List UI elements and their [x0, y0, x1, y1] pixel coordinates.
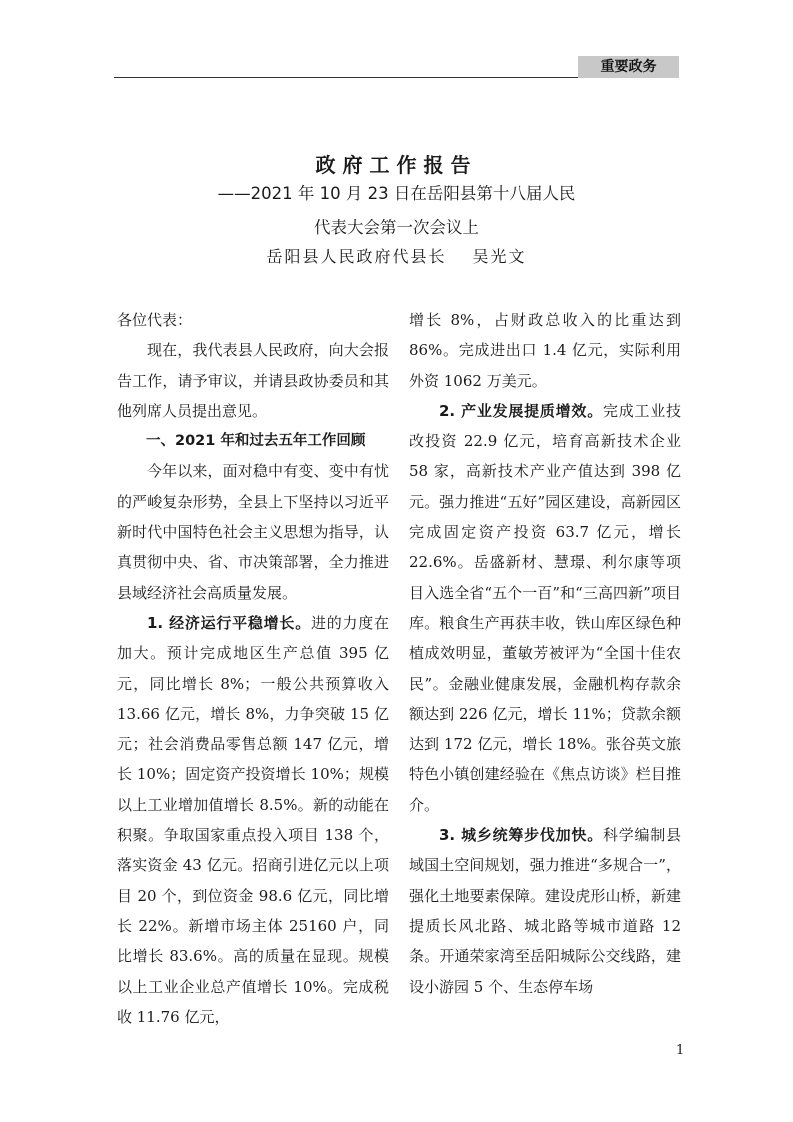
item3-title: 3. 城乡统筹步伐加快。 [439, 826, 603, 845]
greeting: 各位代表： [117, 311, 193, 329]
section1-intro-paragraph: 今年以来，面对稳中有变、变中有忧的严峻复杂形势，全县上下坚持以习近平新时代中国特色社会主义思想为指导，认真贯彻中央、省、市决策部署，全力推进县域经济社会高质量发展。 [117, 462, 389, 602]
item1-title: 1. 经济运行平稳增长。 [147, 613, 311, 632]
item2-text: 完成工业技改投资 22.9 亿元，培育高新技术企业 58 家，高新技术产业产值达到 398 亿元。强力推进“五好”园区建设，高新园区完成固定资产投资 63.7 亿元，增长 22.6%。岳盛新材、慧璟、利尔康等项目入选全省“五个一百”和“三高四新”项目库。粮食生产再获丰收，铁山库区绿色种植成效明显，董敏芳被评为“全国十佳农民”。金融业健康发展，金融机构存款余额达到 226 亿元，增长 11%；贷款余额达到 172 亿元，增长 18%。张谷英文旅特色小镇创建经验在《焦点访谈》栏目推介。 [409, 401, 681, 814]
item1-text: 进的力度在加大。预计完成地区生产总值 395 亿元，同比增长 8%；一般公共预算收入 13.66 亿元，增长 8%，力争突破 15 亿元；社会消费品零售总额 147 亿元，增长 10%；固定资产投资增长 10%；规模以上工业增加值增长 8.5%。新的动能在积聚。争取国家重点投入项目 138 个，落实资金 43 亿元。招商引进亿元以上项目 20 个，到位资金 98.6 亿元，同比增长 22%。新增市场主体 25160 户，同比增长 83.6%。高的质量在显现。规模以上工业企业总产值增长 10%。完成税收 11.76 亿元， [117, 613, 389, 1026]
item2-title: 2. 产业发展提质增效。 [439, 401, 603, 420]
report-title: 政府工作报告 [315, 153, 478, 177]
item1-continuation: 增长 8%，占财政总收入的比重达到 86%。完成进出口 1.4 亿元，实际利用外资 1062 万美元。 [409, 311, 681, 390]
section-tag: 重要政务 [578, 56, 679, 78]
page-number: 1 [676, 1043, 685, 1058]
item3-paragraph [409, 820, 681, 1002]
section1-heading: 一、2021 年和过去五年工作回顾 [146, 433, 366, 450]
item2-paragraph [409, 396, 681, 820]
item3-text: 科学编制县域国土空间规划，强力推进“多规合一”，强化土地要素保障。建设虎形山桥，新建提质长风北路、城北路等城市道路 12 条。开通荣家湾至岳阳城际公交线路，建设小游园 5 个、生态停车场 [409, 826, 681, 996]
author-name: 吴光文 [472, 247, 527, 266]
right-column [409, 305, 681, 1002]
report-subtitle-line1: ——2021 年 10 月 23 日在岳阳县第十八届人民 [217, 184, 576, 203]
item1-paragraph [117, 608, 389, 1032]
author-line [0, 244, 793, 267]
intro-paragraph: 现在，我代表县人民政府，向大会报告工作，请予审议，并请县政协委员和其他列席人员提出意见。 [117, 341, 389, 420]
report-subtitle-line2: 代表大会第一次会议上 [314, 218, 479, 237]
author-title: 岳阳县人民政府代县长 [266, 247, 447, 266]
left-column [117, 305, 389, 1032]
